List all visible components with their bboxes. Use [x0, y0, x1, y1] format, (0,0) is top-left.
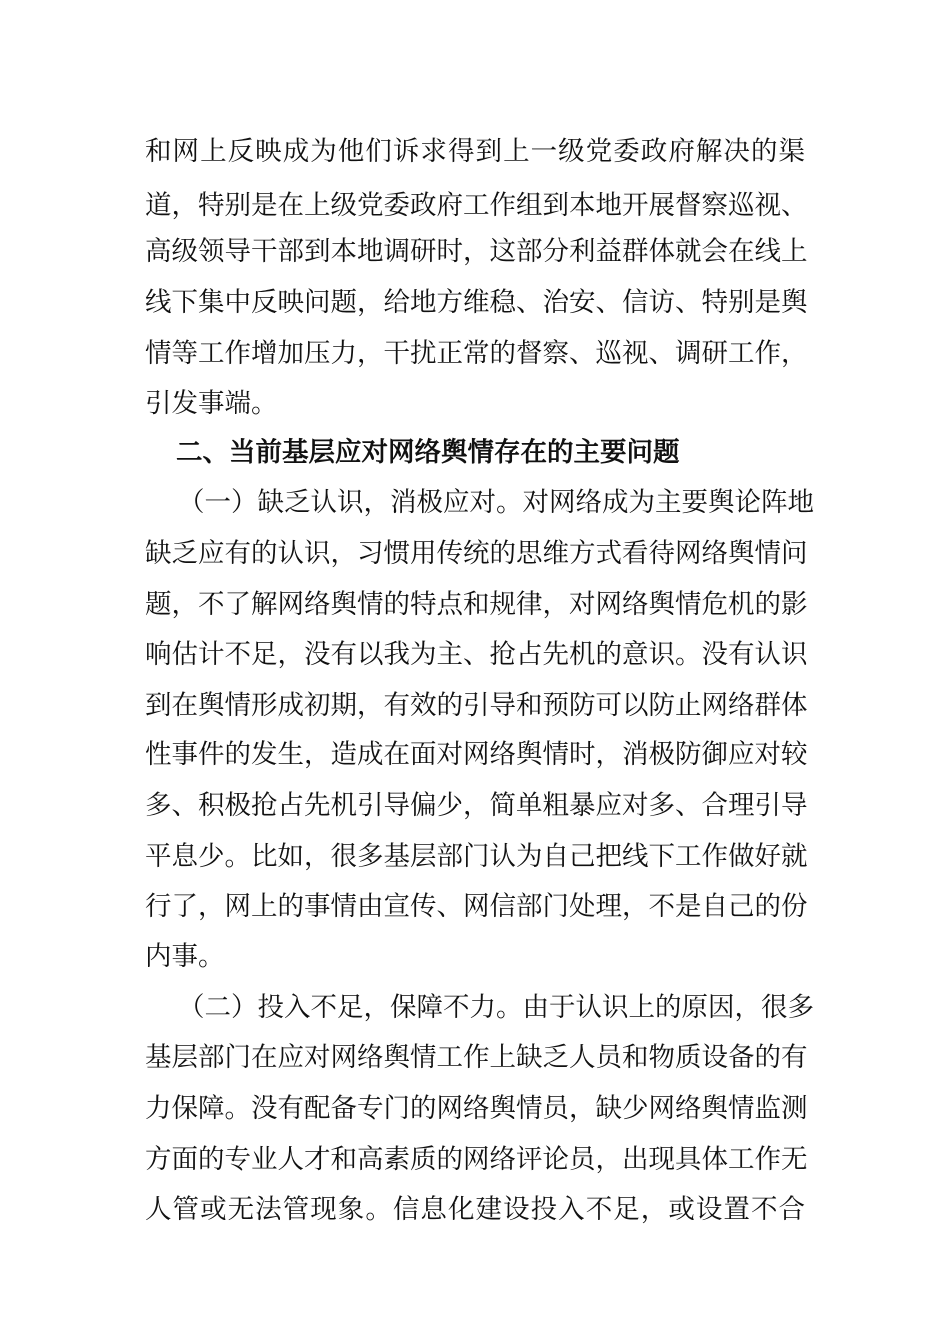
text-line: 行了，网上的事情由宣传、网信部门处理，不是自己的份 [145, 891, 808, 922]
text-line: 方面的专业人才和高素质的网络评论员，出现具体工作无 [145, 1144, 808, 1175]
text-line: 线下集中反映问题，给地方维稳、治安、信访、特别是舆 [145, 287, 808, 318]
text-line: 人管或无法管现象。信息化建设投入不足，或设置不合 [145, 1194, 805, 1225]
text-line: 引发事端。 [145, 388, 278, 419]
text-line: 道，特别是在上级党委政府工作组到本地开展督察巡视、 [145, 190, 808, 221]
text-line: 内事。 [145, 941, 225, 972]
text-line: 到在舆情形成初期，有效的引导和预防可以防止网络群体 [145, 690, 808, 721]
text-line: 题，不了解网络舆情的特点和规律，对网络舆情危机的影 [145, 589, 808, 620]
text-line: （一）缺乏认识，消极应对。对网络成为主要舆论阵地 [178, 487, 814, 518]
text-line: 力保障。没有配备专门的网络舆情员，缺少网络舆情监测 [145, 1093, 808, 1124]
text-line: 和网上反映成为他们诉求得到上一级党委政府解决的渠 [145, 136, 805, 167]
text-line: 性事件的发生，造成在面对网络舆情时，消极防御应对较 [145, 739, 808, 770]
text-line: 缺乏应有的认识，习惯用传统的思维方式看待网络舆情问 [145, 538, 808, 569]
section-heading: 二、当前基层应对网络舆情存在的主要问题 [176, 437, 680, 468]
text-line: 响估计不足，没有以我为主、抢占先机的意识。没有认识 [145, 639, 808, 670]
text-line: （二）投入不足，保障不力。由于认识上的原因，很多 [178, 992, 814, 1023]
text-line: 基层部门在应对网络舆情工作上缺乏人员和物质设备的有 [145, 1042, 808, 1073]
text-line: 平息少。比如，很多基层部门认为自己把线下工作做好就 [145, 841, 808, 872]
text-line: 情等工作增加压力，干扰正常的督察、巡视、调研工作， [145, 338, 808, 369]
text-line: 多、积极抢占先机引导偏少，简单粗暴应对多、合理引导 [145, 790, 808, 821]
text-line: 高级领导干部到本地调研时，这部分利益群体就会在线上 [145, 236, 808, 267]
